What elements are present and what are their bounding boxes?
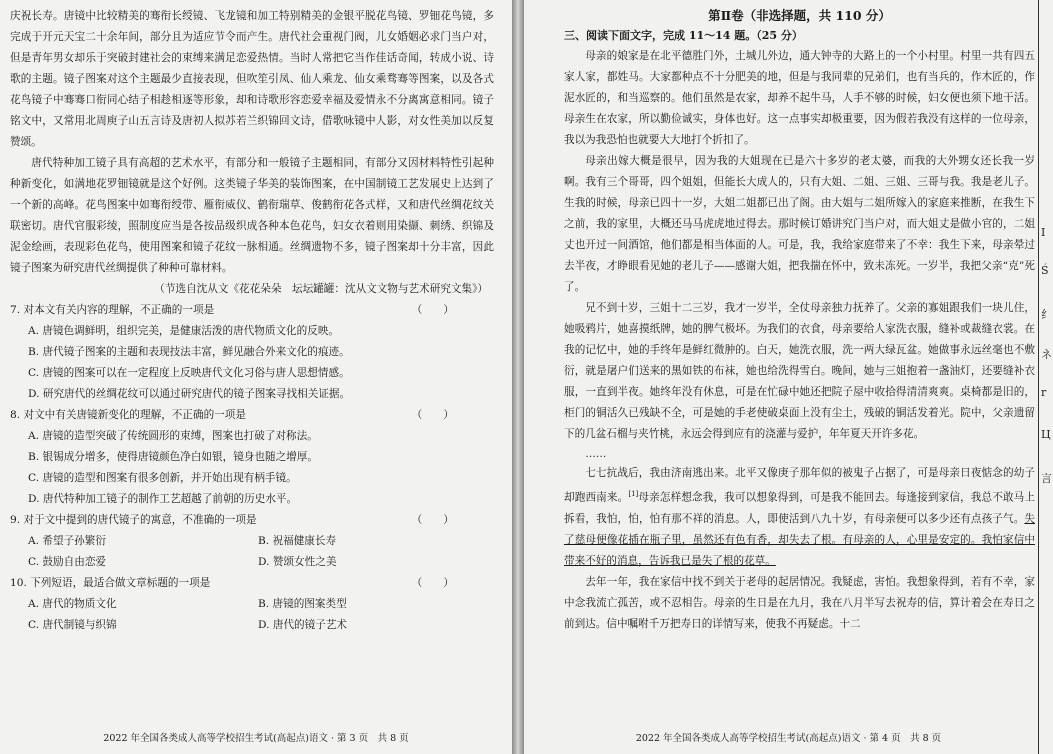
edge-char: I [1041, 226, 1046, 239]
option: A. 希望子孙繁衍 [28, 535, 106, 547]
edge-char: 言 [1041, 472, 1052, 485]
right-page [524, 0, 1053, 754]
question-stem: 7. 对本文有关内容的理解，不正确的一项是 [10, 304, 215, 316]
paragraph-text: 母亲怎样想念我，我可以想象得到，可是我不能回去。每逢接到家信，我总不敢马上拆看，我怕，怕，怕有那不祥的消息。人，即使活到八九十岁，有母亲便可以多少还有点孩子气。 [564, 491, 1036, 525]
option: D. 唐代特种加工镜子的制作工艺超越了前朝的历史水平。 [28, 493, 298, 505]
question-stem: 8. 对文中有关唐镜新变化的理解，不正确的一项是 [10, 409, 246, 421]
body-paragraph: 唐代特种加工镜子具有高超的艺术水平，有部分和一般镜子主题相同，有部分又因材料特性引起种种新变化，如满地花罗钿镜就是这个好例。这类镜子华美的装饰图案，在中国制镜工艺发展史上达到了一个新的高峰。花鸟图案中如骞衔绶带、雁衔威仪、鹤衔瑞草、俊鹤衔花各式样，又和唐代丝绸花纹关联密切。唐代官服彩绫，照制度应当是各按品级织成各种本色花鸟，妇女衣着则用染撷、刺绣、织锦及泥金绘画，表现彩色花鸟，使用图案和镜子花纹一脉相通。丝绸遗物不多，镜子图案却十分丰富，因此镜子图案为研究唐代丝绸提供了种种可靠材料。 [10, 157, 494, 274]
option: A. 唐镜色调鲜明，组织完美，是健康活泼的唐代物质文化的反映。 [28, 325, 340, 337]
option: C. 唐镜的图案可以在一定程度上反映唐代文化习俗与唐人思想情感。 [28, 367, 350, 379]
next-page-edge [1038, 0, 1053, 754]
footnote-mark: [1] [628, 490, 639, 498]
option-row [28, 615, 494, 636]
option: B. 唐镜的图案类型 [258, 598, 347, 610]
question-9 [10, 510, 494, 531]
option: C. 唐代制镜与织锦 [28, 619, 117, 631]
question-8 [10, 405, 494, 426]
option-row [28, 531, 494, 552]
edge-char: ネ [1041, 348, 1052, 361]
edge-char: r [1041, 386, 1047, 399]
option: A. 唐镜的造型突破了传统圆形的束缚，图案也打破了对称法。 [28, 430, 318, 442]
left-page [0, 0, 512, 754]
option: D. 唐代的镜子艺术 [258, 619, 348, 631]
body-paragraph: 兄不到十岁，三姐十二三岁，我才一岁半，全仗母亲独力抚养了。父亲的寡姐跟我们一块儿住，她吸鸦片，她喜摸纸牌，她的脾气极坏。为我们的衣食，母亲要给人家洗衣服，缝补或裁缝衣裳。在我的记忆中，她的手终年是鲜红微肿的。白天，她洗衣服，洗一两大绿瓦盆。她做事永远丝毫也不敷衍，就是屠户们送来的黑如铁的布袜，她也给洗得雪白。晚间，她与三姐抱着一盏油灯，还要缝补衣服，一直到半夜。她终年没有休息，可是在忙碌中她还把院子屋中收拾得清清爽爽。桌椅都是旧的，柜门的铜活久已残缺不全，可是她的手老使破桌面上没有尘土，残破的铜活发着光。院中，父亲遗留下的几盆石榴与夹竹桃，永远会得到应有的浇灌与爱护，年年夏天开许多花。 [564, 302, 1035, 440]
page-footer: 2022 年全国各类成人高等学校招生考试(高起点)语文 · 第 4 页 共 8 页 [635, 733, 942, 744]
ellipsis: …… [585, 448, 607, 460]
body-paragraph [564, 463, 1035, 572]
edge-char: Ц [1041, 428, 1051, 441]
answer-paren: （ ） [411, 304, 454, 316]
book-gutter [512, 0, 524, 754]
answer-paren: （ ） [411, 409, 454, 421]
question-7 [10, 300, 494, 321]
option: B. 祝福健康长寿 [258, 535, 337, 547]
option: A. 唐代的物质文化 [28, 598, 117, 610]
edge-char: 纟 [1041, 308, 1052, 321]
answer-paren: （ ） [411, 577, 454, 589]
option: D. 赞颂女性之美 [258, 556, 337, 568]
option: C. 唐镜的造型和图案有很多创新，并开始出现有柄手镜。 [28, 472, 297, 484]
body-paragraph: 母亲的娘家是在北平德胜门外，土城儿外边，通大钟寺的大路上的一个小村里。村里一共有四五家人家，都姓马。大家都种点不十分肥美的地，但是与我同辈的兄弟们，也有当兵的，作木匠的，作泥水匠的，和当巡察的。他们虽然是农家，却养不起牛马，人手不够的时候，妇女便也须下地干活。母亲生在农家，所以勤俭诚实，身体也好。这一点事实却极重要，因为假若我没有这样的一位母亲，我以为我恐怕也就要大大地打个折扣了。 [564, 50, 1035, 146]
option: C. 鼓励自由恋爱 [28, 556, 107, 568]
body-paragraph: 母亲出嫁大概是很早，因为我的大姐现在已是六十多岁的老太婆，而我的大外甥女还长我一岁啊。我有三个哥哥，四个姐姐，但能长大成人的，只有大姐、二姐、三姐、三哥与我。我是老儿子。生我的时候，母亲已四十一岁，大姐二姐都已出了阁。由大姐与二姐所嫁入的家庭来推断，在我生下之前，我的家里，大概还马马虎虎地过得去。那时候订婚讲究门当户对，而大姐丈是做小官的，二姐丈也开过一间酒馆，他们都是相当体面的人。可是，我，我给家庭带来了不幸：我生下来，母亲晕过去半夜，才睁眼看见她的老儿子——感谢大姐，把我揣在怀中，致未冻死。一岁半，我把父亲“克”死了。 [564, 155, 1035, 293]
volume-title: 第Ⅱ卷（非选择题，共 110 分） [708, 8, 891, 23]
body-paragraph: 去年一年，我在家信中找不到关于老母的起居情况。我疑虑，害怕。我想象得到，若有不幸，家中念我流亡孤苦，或不忍相告。母亲的生日是在九月，我在八月半写去祝寿的信，算计着会在寿日之前到达。信中嘱咐千万把寿日的详情写来，使我不再疑虑。十二 [564, 575, 1035, 630]
option: B. 唐代镜子图案的主题和表现技法丰富，鲜见融合外来文化的痕迹。 [28, 346, 350, 358]
option-row [28, 594, 494, 615]
edge-char: Ś [1041, 264, 1049, 277]
section-title: 三、阅读下面文字，完成 11～14 题。（25 分） [564, 29, 803, 42]
option-row [28, 552, 494, 573]
body-paragraph: 庆祝长寿。唐镜中比较精美的骞衔长绶镜、飞龙镜和加工特别精美的金银平脱花鸟镜、罗钿花鸟镜，多完成于开元天宝二十余年间，部分且为适应节令而产生。唐代社会重视门阀，儿女婚姻必求门当户对，但是青年男女却乐于突破封建社会的束缚来满足恋爱热情。当时人常把它当作佳话奇闻，转成小说、诗歌的主题。镜子图案对这个主题最少直接表现，但吹笙引凤、仙人乘龙、仙女乘骛骞等图案，以及各式花鸟镜子中骞骞口衔同心结子相趁相逐等形象，却和诗歌形容恋爱幸福及爱情永不分离寓意相同。镜子铭文中，又常用北周庾子山五言诗及唐初人拟苏若兰织锦回文诗，借歌咏镜中人影，对女性美加以反复赞颂。 [10, 10, 494, 148]
answer-paren: （ ） [411, 514, 454, 526]
option: D. 研究唐代的丝绸花纹可以通过研究唐代的镜子图案寻找相关证据。 [28, 388, 351, 400]
paragraph-text: 七七抗战后，我由济南逃出来。北平又像庚子那年似的被鬼子占据了，可是母亲日夜惦念的幼子却跑西南来。 [564, 467, 1035, 504]
question-stem: 10. 下列短语，最适合做文章标题的一项是 [10, 577, 211, 589]
question-10 [10, 573, 494, 594]
question-stem: 9. 对于文中提到的唐代镜子的寓意，不准确的一项是 [10, 514, 257, 526]
underlined-sentence: 失了慈母便像花插在瓶子里，虽然还有色有香，却失去了根。有母亲的人，心里是安定的。我怕家信中带来不好的消息，告诉我已是失了根的花草。 [564, 512, 1035, 567]
page-footer: 2022 年全国各类成人高等学校招生考试(高起点)语文 · 第 3 页 共 8 页 [103, 733, 409, 744]
option: B. 银锡成分增多，使得唐镜颜色净白如银，镜身也随之增厚。 [28, 451, 318, 463]
source-citation: （节选自沈从文《花花朵朵 坛坛罐罐：沈从文文物与艺术研究文集》） [154, 283, 488, 295]
